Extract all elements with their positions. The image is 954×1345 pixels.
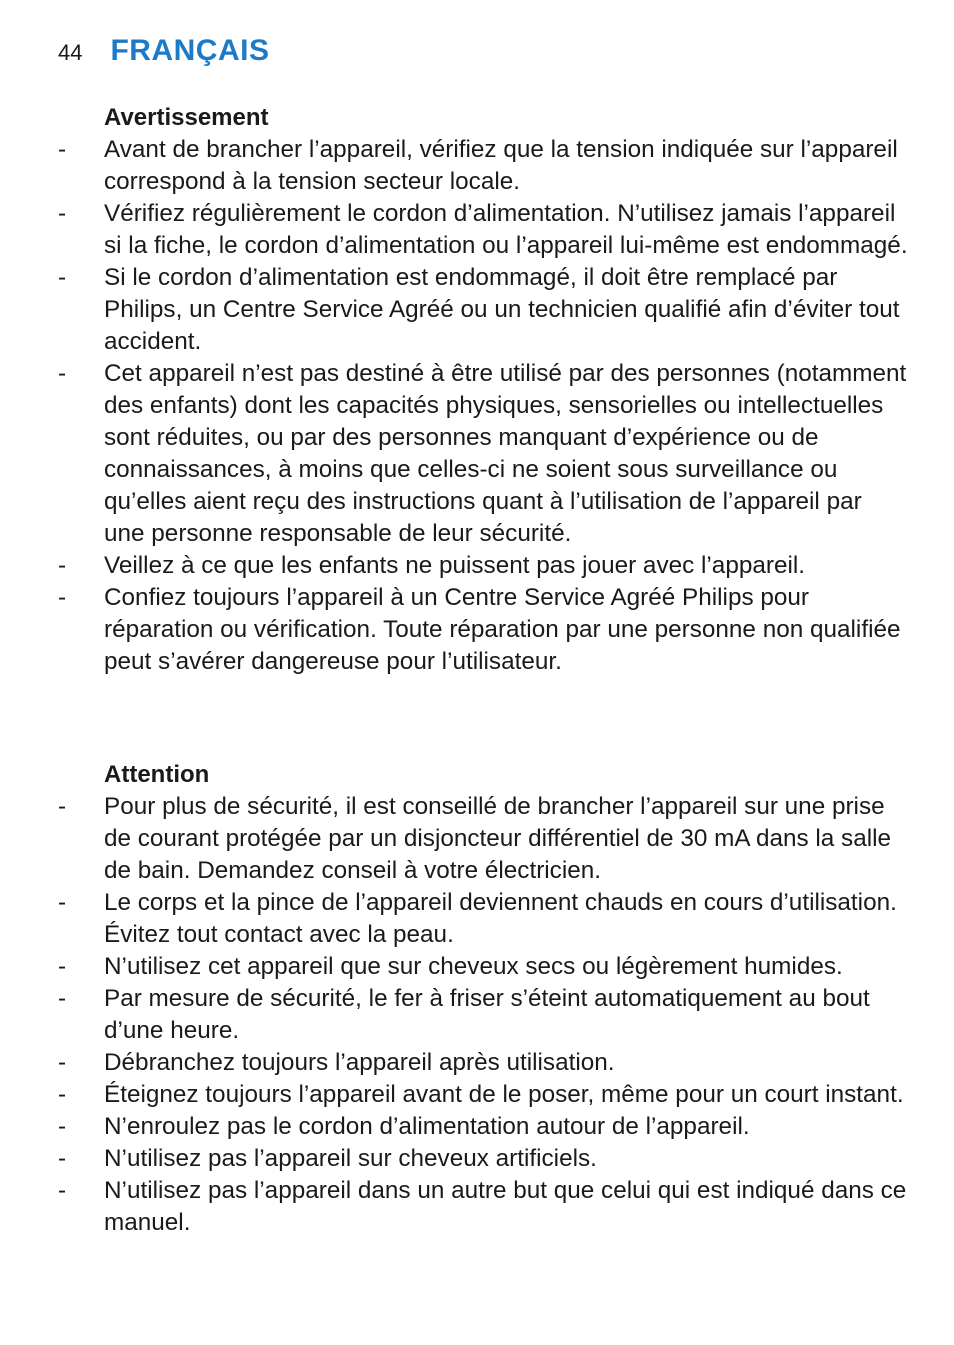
list-item-text: N’enroulez pas le cordon d’alimentation autour de l’appareil. (104, 1113, 750, 1140)
list-item-text: Pour plus de sécurité, il est conseillé de brancher l’appareil sur une prise de courant protégée par un disjoncteur différentiel de 30 mA dans la salle de bain. Demandez conseil à votre électricien. (104, 793, 892, 884)
caution-section (58, 759, 908, 1239)
list-item (58, 550, 908, 582)
bullet-dash: - (58, 360, 67, 387)
caution-list (58, 791, 908, 1239)
bullet-dash: - (58, 1049, 67, 1076)
list-item-text: Confiez toujours l’appareil à un Centre Service Agréé Philips pour réparation ou vérification. Toute réparation par une personne non qualifiée peut s’avérer dangereuse pour l’utilisateur. (104, 584, 901, 675)
list-item (58, 582, 908, 678)
list-item (58, 1111, 908, 1143)
list-item (58, 983, 908, 1047)
bullet-dash: - (58, 200, 67, 227)
list-item-text: Éteignez toujours l’appareil avant de le poser, même pour un court instant. (104, 1081, 904, 1108)
bullet-dash: - (58, 1145, 67, 1172)
list-item (58, 358, 908, 550)
list-item-text: Veillez à ce que les enfants ne puissent pas jouer avec l’appareil. (104, 552, 806, 579)
list-item-text: N’utilisez pas l’appareil sur cheveux artificiels. (104, 1145, 597, 1172)
list-item (58, 1175, 908, 1239)
list-item-text: Par mesure de sécurité, le fer à friser s’éteint automatiquement au bout d’une heure. (104, 985, 870, 1044)
warning-section (58, 102, 908, 678)
list-item-text: N’utilisez cet appareil que sur cheveux secs ou légèrement humides. (104, 953, 843, 980)
list-item (58, 791, 908, 887)
bullet-dash: - (58, 1081, 67, 1108)
list-item-text: Cet appareil n’est pas destiné à être utilisé par des personnes (notamment des enfants) dont les capacités physiques, sensorielles ou intellectuelles sont réduites, ou par des personnes manquant d’expérience ou de connaissances, à moins que celles-ci ne soient sous surveillance ou qu’elles aient reçu des instructions quant à l’utilisation de l’appareil par une personne responsable de leur sécurité. (104, 360, 907, 547)
bullet-dash: - (58, 953, 67, 980)
bullet-dash: - (58, 136, 67, 163)
list-item-text: Si le cordon d’alimentation est endommagé, il doit être remplacé par Philips, un Centre Service Agréé ou un technicien qualifié afin d’éviter tout accident. (104, 264, 900, 355)
warning-list (58, 134, 908, 678)
list-item-text: Débranchez toujours l’appareil après utilisation. (104, 1049, 615, 1076)
bullet-dash: - (58, 552, 67, 579)
bullet-dash: - (58, 985, 67, 1012)
list-item (58, 887, 908, 951)
list-item (58, 1047, 908, 1079)
section-heading-warning: Avertissement (104, 104, 269, 131)
bullet-dash: - (58, 1113, 67, 1140)
bullet-dash: - (58, 264, 67, 291)
list-item (58, 198, 908, 262)
language-title: FRANÇAIS (110, 34, 270, 67)
bullet-dash: - (58, 1177, 67, 1204)
bullet-dash: - (58, 584, 67, 611)
bullet-dash: - (58, 793, 67, 820)
list-item-text: Le corps et la pince de l’appareil deviennent chauds en cours d’utilisation. Évitez tout contact avec la peau. (104, 889, 897, 948)
page-number: 44 (58, 40, 83, 65)
list-item (58, 134, 908, 198)
list-item (58, 951, 908, 983)
list-item (58, 1143, 908, 1175)
page-header (58, 34, 269, 68)
list-item-text: Vérifiez régulièrement le cordon d’alimentation. N’utilisez jamais l’appareil si la fiche, le cordon d’alimentation ou l’appareil lui-même est endommagé. (104, 200, 908, 259)
list-item (58, 262, 908, 358)
bullet-dash: - (58, 889, 67, 916)
list-item-text: Avant de brancher l’appareil, vérifiez que la tension indiquée sur l’appareil correspond à la tension secteur locale. (104, 136, 898, 195)
section-heading-caution: Attention (104, 761, 210, 788)
list-item (58, 1079, 908, 1111)
list-item-text: N’utilisez pas l’appareil dans un autre but que celui qui est indiqué dans ce manuel. (104, 1177, 907, 1236)
